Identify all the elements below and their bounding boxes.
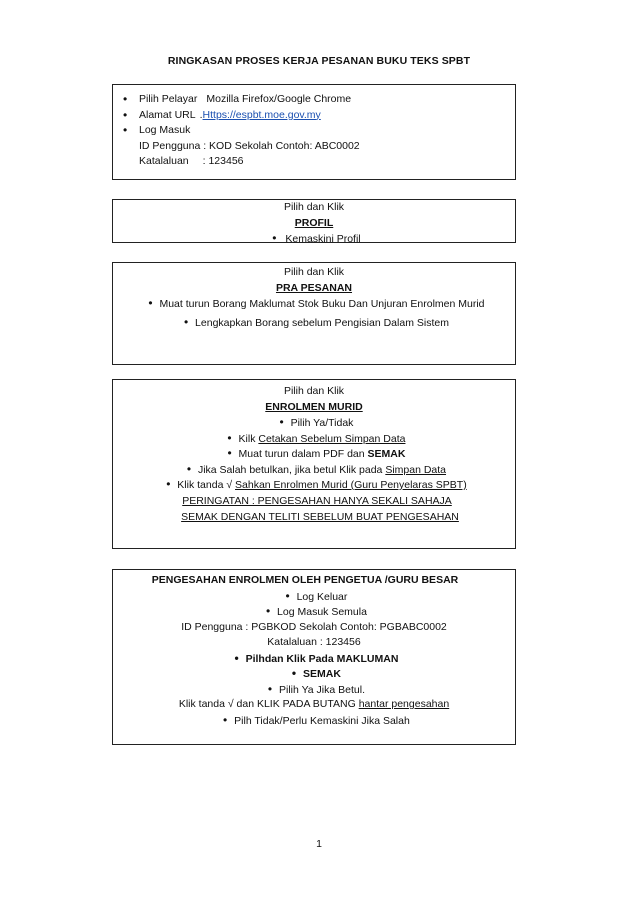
list-item-sahkan [113, 477, 515, 493]
user-id-line: ID Pengguna : KOD Sekolah Contoh: ABC0002 [139, 139, 360, 152]
pilih-klik-text: Pilih dan Klik [283, 385, 345, 397]
bullet-icon [123, 92, 137, 109]
enrolmen-murid-heading: ENROLMEN MURID [265, 400, 363, 413]
peringatan-warning: PERINGATAN : PENGESAHAN HANYA SEKALI SAHAJA [182, 494, 452, 507]
lengkapkan-text: Lengkapkan Borang sebelum Pengisian Dalam Sistem [195, 316, 449, 329]
bullet-icon [281, 589, 295, 606]
login-info-box [112, 84, 516, 180]
bullet-icon [263, 682, 277, 699]
muat-turun-pdf-text: Muat turun dalam PDF dan [238, 448, 368, 460]
list-item-makluman [113, 651, 515, 667]
pilih-ya-tidak-text: Pilih Ya/Tidak [290, 417, 354, 429]
pilh-tidak-text: Pilh Tidak/Perlu Kemaskini Jika Salah [234, 714, 410, 727]
url-link[interactable]: Https://espbt.moe.gov.my [202, 108, 321, 121]
bullet-icon [267, 231, 281, 248]
pilih-ya-betul-text: Pilih Ya Jika Betul. [279, 683, 365, 696]
semak-bold-text: SEMAK [303, 668, 341, 680]
kilk-text: Kilk [238, 432, 259, 445]
list-item-cetakan [113, 431, 515, 447]
list-item-kemaskini [113, 231, 515, 247]
list-item-lengkapkan [113, 315, 515, 331]
profil-box [112, 199, 516, 243]
document-title: RINGKASAN PROSES KERJA PESANAN BUKU TEKS SPBT [167, 55, 471, 67]
bullet-icon [218, 713, 232, 730]
url-separator: . [199, 108, 203, 121]
bullet-icon [287, 666, 301, 683]
password-line [119, 154, 515, 170]
list-item-pilh-tidak [113, 713, 515, 729]
list-item-login [119, 123, 515, 139]
bullet-icon [123, 123, 137, 140]
klik-tanda-dan-text: Klik tanda √ dan KLIK PADA BUTANG [178, 698, 359, 710]
semak-text: SEMAK [367, 448, 406, 460]
bullet-icon [275, 415, 289, 432]
muat-turun-borang-text: Muat turun Borang Maklumat Stok Buku Dan Unjuran Enrolmen Murid [159, 298, 485, 310]
semak-teliti-warning: SEMAK DENGAN TELITI SEBELUM BUAT PENGESAHAN [181, 511, 459, 523]
list-item-muat-turun-borang [113, 296, 515, 312]
pgb-password-line: Katalaluan : 123456 [267, 636, 361, 648]
list-item-pilih-ya-betul [113, 682, 515, 698]
log-masuk-semula-text: Log Masuk Semula [277, 606, 367, 618]
password-label: Katalaluan [139, 155, 189, 167]
klik-hantar-line [113, 697, 515, 713]
enrolmen-murid-box [112, 379, 516, 549]
list-item-url [119, 108, 515, 124]
pilih-klik-text: Pilih dan Klik [283, 266, 345, 278]
jika-salah-text: Jika Salah betulkan, jika betul Klik pada [197, 463, 386, 476]
kemaskini-label: Kemaskini Profil [285, 233, 361, 245]
bullet-icon [161, 477, 175, 494]
profil-heading: PROFIL [294, 216, 334, 229]
browser-label: Pilih Pelayar [139, 93, 198, 105]
list-item-log-masuk-semula [113, 604, 515, 620]
bullet-icon [179, 315, 193, 332]
bullet-icon [223, 431, 237, 448]
pra-pesanan-box [112, 262, 516, 365]
simpan-data-link[interactable]: Simpan Data [385, 463, 447, 476]
bullet-icon [182, 462, 196, 479]
list-item-muat-turun-pdf [113, 446, 515, 462]
page-number: 1 [316, 838, 322, 850]
makluman-text: Pilhdan Klik Pada MAKLUMAN [245, 652, 399, 665]
password-value: : 123456 [202, 155, 244, 167]
list-item-semak [113, 666, 515, 682]
pengesahan-heading: PENGESAHAN ENROLMEN OLEH PENGETUA /GURU BESAR [151, 574, 459, 586]
cetakan-link[interactable]: Cetakan Sebelum Simpan Data [258, 432, 406, 445]
bullet-icon [143, 296, 157, 313]
list-item-simpan-data [113, 462, 515, 478]
pilih-klik-text: Pilih dan Klik [283, 201, 345, 213]
bullet-icon [223, 446, 237, 463]
url-label: Alamat URL [139, 108, 196, 121]
list-item-browser [119, 92, 515, 108]
list-item-pilih-ya-tidak [113, 415, 515, 431]
login-label: Log Masuk [139, 124, 191, 136]
list-item-log-keluar [113, 589, 515, 605]
hantar-pengesahan-link[interactable]: hantar pengesahan [358, 698, 450, 710]
pra-pesanan-heading: PRA PESANAN [275, 281, 353, 294]
pgb-user-id-line: ID Pengguna : PGBKOD Sekolah Contoh: PGBABC0002 [181, 620, 447, 633]
browser-value: Mozilla Firefox/Google Chrome [206, 93, 352, 105]
klik-tanda-text: Klik tanda √ [177, 479, 236, 491]
bullet-icon [230, 651, 244, 668]
log-keluar-text: Log Keluar [296, 590, 348, 603]
bullet-icon [261, 604, 275, 621]
bullet-icon [123, 108, 137, 125]
pengesahan-box [112, 569, 516, 745]
sahkan-enrolmen-link[interactable]: Sahkan Enrolmen Murid (Guru Penyelaras SPBT) [235, 479, 467, 491]
